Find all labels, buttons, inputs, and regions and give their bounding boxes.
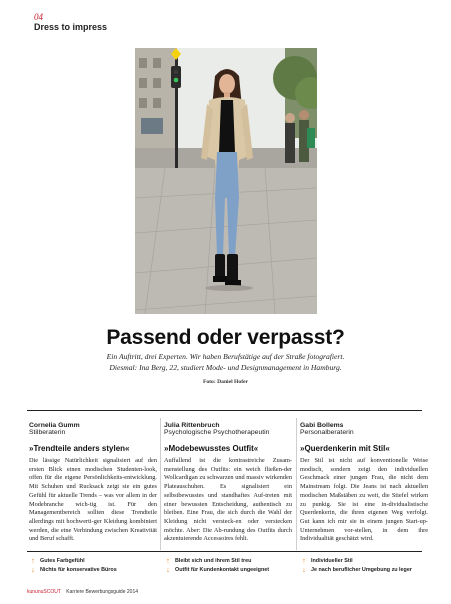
expert-headline: »Querdenkerin mit Stil« (300, 444, 390, 453)
rating-plus-text: Individueller Stil (311, 557, 353, 564)
arrow-up-icon: ↑ (166, 556, 170, 565)
footer-brand: kununuSCOUT (27, 589, 61, 595)
article-intro (0, 352, 451, 373)
rating-minus (29, 565, 174, 574)
intro-line-2: Diesmal: Ina Berg, 22, studiert Mode- und Designmanagement in Hamburg. (109, 362, 342, 372)
expert-column-1 (29, 422, 157, 544)
expert-name: Julia Rittenbruch (164, 422, 220, 429)
photo-credit: Foto: Daniel Hofer (202, 379, 249, 385)
rating-plus (164, 556, 309, 565)
rating-minus (164, 565, 309, 574)
rating-plus-text: Bleibt sich und ihrem Stil treu (175, 557, 252, 564)
expert-role: Psychologische Psychotherapeutin (164, 429, 270, 436)
rating-minus-text: Je nach beruflicher Umgebung zu leger (311, 566, 412, 573)
top-rule (27, 410, 422, 411)
expert-text: Die lässige Natürlichkeit signalisiert auf den ersten Blick einen modischen Studenten-look, offen für die eigene Persönlichkeits-entwicklung. Mit Schuhen und Rucksack zeigt sie ein gutes Gefühl für aktuelle Trends – was vor allem in der Modebranche wich-tig ist. Für den Managementbereich sollten diese Trendteile allerdings mit hochwerti-ger Kleidung kombiniert werden, die eine Verbindung zwischen Kreativität und Beruf schafft. (29, 457, 157, 543)
rating-column-1 (29, 556, 174, 574)
page-footer (27, 589, 138, 595)
arrow-down-icon: ↓ (31, 565, 35, 574)
rating-minus-text: Nichts für konservative Büros (40, 566, 117, 573)
rating-minus (300, 565, 445, 574)
arrow-up-icon: ↑ (302, 556, 306, 565)
expert-text: Auffallend ist die kontrastreiche Zusam-menstellung des Outfits: ein weich fließen-der Wollcardigan zu schwarzen und massiv wirkenden Plateauschuhen. Es signalisiert ein selbstbewusstes und standhaftes Auf-treten mit einer bewussten Entscheidung, authentisch zu bleiben. Eine Frau, die sich durch die Wahl der Kleidung nicht versteck-en oder verstecken möchte. Aber: Die Ab-rundung des Outfits durch akzentuierende Accessoires fehlt. (164, 457, 292, 543)
rating-plus (29, 556, 174, 565)
expert-headline: »Trendteile anders stylen« (29, 444, 130, 453)
section-title: Dress to impress (34, 22, 108, 32)
expert-headline: »Modebewusstes Outfit« (164, 444, 259, 453)
article-title: Passend oder verpasst? (106, 326, 345, 349)
bottom-rule (27, 551, 422, 552)
street-photo (135, 48, 317, 314)
expert-role: Stilberaterin (29, 429, 66, 436)
intro-line-1: Ein Auftritt, drei Experten. Wir haben Berufstätige auf der Straße fotografiert. (106, 352, 345, 361)
expert-name: Gabi Bollems (300, 422, 344, 429)
page-number: 04 (34, 12, 43, 22)
footer-text: Karriere Bewerbungsguide 2014 (66, 589, 139, 595)
expert-column-2 (164, 422, 292, 544)
expert-role: Personalberaterin (300, 429, 354, 436)
rating-column-2 (164, 556, 309, 574)
expert-text: Der Stil ist nicht auf konventionelle Weise modisch, sondern zeigt den individuellen Geschmack einer jungen Frau, die nicht dem Mainstream folgt. Die Jeans ist nach aktuellen modischen Maßstäben zu weit, die Stiefel wirken zu punkig. Sie ist eine in-dividualistische Querdenkerin, die ihren eigenen Weg verfolgt. Gut kann ich mir sie in einem jungen Start-up-Unternehmen vor-stellen, in dem ihre Individualität geschätzt wird. (300, 457, 428, 543)
column-divider (160, 418, 161, 550)
arrow-down-icon: ↓ (302, 565, 306, 574)
expert-column-3 (300, 422, 428, 544)
arrow-up-icon: ↑ (31, 556, 35, 565)
rating-column-3 (300, 556, 445, 574)
column-divider (296, 418, 297, 550)
rating-plus-text: Gutes Farbgefühl (40, 557, 85, 564)
arrow-down-icon: ↓ (166, 565, 170, 574)
rating-minus-text: Outfit für Kundenkontakt ungeeignet (175, 566, 270, 573)
expert-name: Cornelia Gumm (29, 422, 80, 429)
rating-plus (300, 556, 445, 565)
